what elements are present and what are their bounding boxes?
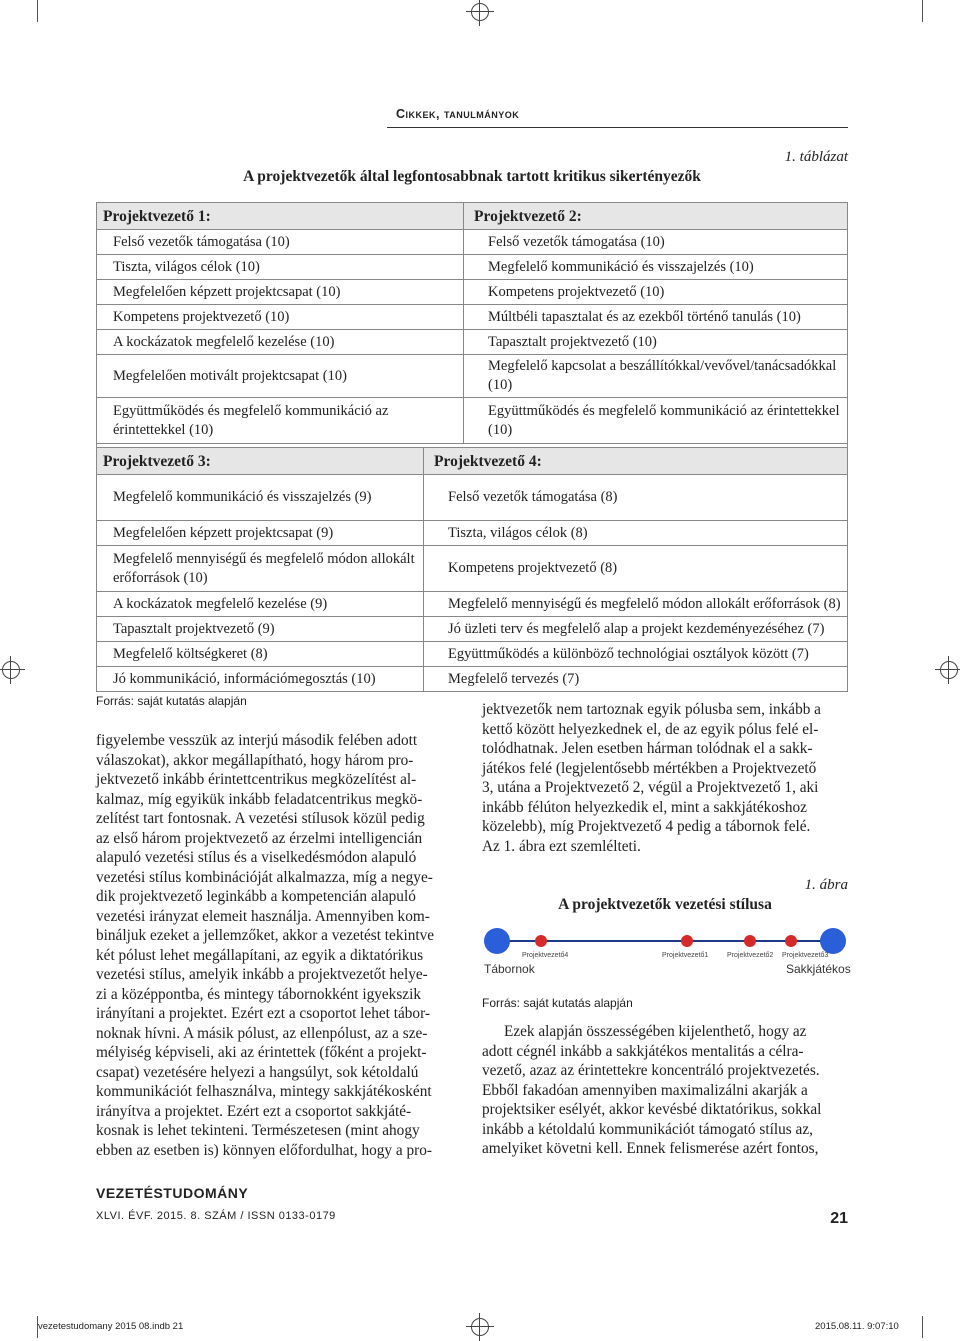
table-cell: Kompetens projektvezető (10): [97, 305, 464, 330]
table-cell: Tapasztalt projektvezető (10): [464, 330, 848, 355]
body-text-line: inkább félúton helyezkedik el, mint a sakkjátékoshoz: [482, 798, 807, 816]
table-row: [97, 617, 848, 642]
pv3-marker: [785, 935, 797, 947]
pv3-label: Projektvezető3: [782, 952, 829, 959]
crop-mark: [922, 0, 923, 22]
table-cell: Jó kommunikáció, információmegosztás (10): [97, 667, 424, 692]
body-text-line: alapuló vezetési stílus és a viselkedésmódon alapuló: [96, 849, 417, 866]
body-text-line: játékos felé (legjelentősebb mértékben a Projektvezető: [482, 759, 817, 777]
page-number: 21: [830, 1210, 848, 1227]
header-rule: [387, 127, 848, 128]
left-pole-label: Tábornok: [484, 962, 535, 976]
success-factors-table-2: [96, 447, 848, 692]
body-text-line: vezetési stílus, amelyik inkább a projektvezetőt helye-: [96, 966, 428, 983]
table-row: [97, 355, 848, 398]
right-column-text-top: [482, 700, 848, 856]
section-header: Cikkek, tanulmányok: [396, 107, 520, 121]
body-text-line: figyelembe vesszük az interjú második felében adott: [96, 732, 418, 749]
body-text-line: válaszokat), akkor megállapítható, hogy három pro-: [96, 751, 414, 769]
table-title: A projektvezetők által legfontosabbnak tartott kritikus sikertényezők: [243, 168, 701, 185]
issue-info: XLVI. ÉVF. 2015. 8. SZÁM / ISSN 0133-0179: [96, 1210, 336, 1222]
figure-source: Forrás: saját kutatás alapján: [482, 996, 633, 1010]
table-cell: Megfelelően képzett projektcsapat (9): [97, 521, 424, 546]
pv4-label: Projektvezető4: [522, 952, 569, 959]
table-cell: Megfelelően képzett projektcsapat (10): [97, 280, 464, 305]
body-text-line: inkább a kétoldalú kommunikációt támogató stílus az,: [482, 1120, 813, 1138]
table-cell: Kompetens projektvezető (8): [424, 546, 848, 592]
print-slug-file: vezetestudomany 2015 08.indb 21: [38, 1321, 184, 1332]
crop-mark: [37, 0, 38, 22]
body-text-line: Ebből fakadóan amennyiben maximalizálni akarják a: [482, 1081, 808, 1099]
body-text-line: mélyiség képviseli, aki az érintettek (főként a projekt-: [96, 1044, 427, 1061]
body-text-line: 3, utána a Projektvezető 2, végül a Projektvezető 1, aki: [482, 779, 819, 796]
success-factors-table-1: [96, 202, 848, 444]
table-spacer: [96, 425, 848, 447]
registration-mark-left: [2, 661, 20, 679]
table-cell: Együttműködés a különböző technológiai osztályok között (7): [424, 642, 848, 667]
body-text-line: kosnak is lehet tekinteni. Természetesen (mint ahogy: [96, 1122, 420, 1139]
body-text-line: kalmaz, míg egyikük inkább feladatcentrikus megkö-: [96, 790, 423, 808]
table-source: Forrás: saját kutatás alapján: [96, 694, 247, 708]
body-text-line: Az 1. ábra ezt szemlélteti.: [482, 837, 641, 855]
table-cell: Tiszta, világos célok (10): [97, 255, 464, 280]
body-text-line: noknak hívni. A másik pólust, az ellenpólust, az a sze-: [96, 1024, 428, 1042]
table-row: [97, 642, 848, 667]
registration-mark-bottom: [471, 1318, 489, 1336]
table-cell: Együttműködés és megfelelő kommunikáció az érintettekkel (10): [97, 398, 464, 444]
body-text-line: tolódhatnak. Jelen esetben hárman tolódnak el a sakk-: [482, 740, 813, 757]
table-cell: Felső vezetők támogatása (10): [464, 230, 848, 255]
table-cell: Megfelelő kommunikáció és visszajelzés (9): [97, 475, 424, 521]
figure-ref: 1. ábra: [804, 877, 848, 893]
table-cell: A kockázatok megfelelő kezelése (10): [97, 330, 464, 355]
table-cell: Megfelelő költségkeret (8): [97, 642, 424, 667]
table-ref: 1. táblázat: [784, 149, 848, 165]
body-text-line: jektvezető inkább érintettcentrikus megközelítést al-: [96, 771, 417, 788]
right-pole-label: Sakkjátékos: [786, 962, 851, 976]
table-header-cell: Projektvezető 4:: [424, 448, 848, 475]
table-cell: Megfelelően motivált projektcsapat (10): [97, 355, 464, 398]
table-cell: Jó üzleti terv és megfelelő alap a projekt kezdeményezéséhez (7): [424, 617, 848, 642]
right-column-text-bottom: [482, 1022, 848, 1159]
table-row: [97, 667, 848, 692]
registration-mark-top: [471, 3, 489, 21]
right-pole-marker: [820, 928, 846, 954]
body-text-line: vezetési stílus kombinációját alkalmazza, míg a negye-: [96, 868, 433, 886]
body-text-line: vezető, azaz az érintettekre koncentráló projektvezetés.: [482, 1062, 820, 1079]
body-text-line: kettő között helyezkednek el, de az egyik pólus felé el-: [482, 720, 819, 738]
pv4-marker: [535, 935, 547, 947]
pv1-marker: [681, 935, 693, 947]
table-header-cell: Projektvezető 1:: [97, 203, 464, 230]
leadership-style-figure: [482, 924, 851, 984]
table-cell: A kockázatok megfelelő kezelése (9): [97, 592, 424, 617]
body-text-line: irányítva a projektet. Ezért ezt a csoportot sakkjáté-: [96, 1102, 412, 1120]
table-cell: Kompetens projektvezető (10): [464, 280, 848, 305]
body-text-line: amelyiket követni kell. Ennek felismerése azért fontos,: [482, 1140, 819, 1157]
table-cell: Megfelelő tervezés (7): [424, 667, 848, 692]
body-text-line: ebben az esetben is) könnyen előfordulhat, hogy a pro-: [96, 1141, 432, 1159]
journal-name: VEZETÉSTUDOMÁNY: [96, 1185, 249, 1201]
body-text-line: zelítést tart fontosnak. A vezetési stílusok közül pedig: [96, 810, 425, 827]
body-text-line: jektvezetők nem tartoznak egyik pólusba sem, inkább a: [482, 701, 821, 718]
table-row: [97, 305, 848, 330]
table-row: [97, 255, 848, 280]
left-pole-marker: [484, 928, 510, 954]
body-text-line: két pólust lehet megállapítani, az egyik a diktatórikus: [96, 946, 424, 964]
body-text-line: zi a középpontba, és mintegy tábornokként igyekszik: [96, 985, 421, 1003]
figure-title: A projektvezetők vezetési stílusa: [558, 896, 772, 913]
pv1-label: Projektvezető1: [662, 952, 709, 959]
table-cell: Felső vezetők támogatása (10): [97, 230, 464, 255]
body-text-line: közelebb), míg Projektvezető 4 pedig a tábornok felé.: [482, 818, 811, 835]
crop-mark: [922, 1316, 923, 1338]
body-text-line: bináljuk ezeket a jellemzőket, akkor a vezetést tekintve: [96, 927, 435, 944]
table-header-row: [97, 448, 848, 475]
pv2-marker: [744, 935, 756, 947]
table-cell: Tiszta, világos célok (8): [424, 521, 848, 546]
table-header-cell: Projektvezető 3:: [97, 448, 424, 475]
body-text-line: csapat) vezetésére helyezi a hangsúlyt, sok kétoldalú: [96, 1063, 419, 1081]
table-header-row: [97, 203, 848, 230]
table-header-cell: Projektvezető 2:: [464, 203, 848, 230]
left-column-text: [96, 731, 461, 1160]
table-cell: Felső vezetők támogatása (8): [424, 475, 848, 521]
table-cell: Megfelelő mennyiségű és megfelelő módon allokált erőforrások (8): [424, 592, 848, 617]
body-text-line: irányítani a projektet. Ezért ezt a csoportot lehet tábor-: [96, 1005, 430, 1022]
pv2-label: Projektvezető2: [727, 952, 774, 959]
table-row: [97, 521, 848, 546]
table-row: [97, 230, 848, 255]
body-text-line: Ezek alapján összességében kijelenthető, hogy az: [504, 1023, 807, 1040]
table-row: [97, 546, 848, 592]
table-row: [97, 592, 848, 617]
body-text-line: az első három projektvezető az érzelmi intelligencián: [96, 829, 423, 847]
table-cell: Együttműködés és megfelelő kommunikáció az érintettekkel (10): [464, 398, 848, 444]
body-text-line: adott cégnél inkább a sakkjátékos mentalitás a célra-: [482, 1042, 804, 1060]
table-cell: Megfelelő kommunikáció és visszajelzés (10): [464, 255, 848, 280]
table-row: [97, 280, 848, 305]
table-cell: Megfelelő mennyiségű és megfelelő módon allokált erőforrások (10): [97, 546, 424, 592]
body-text-line: dik projektvezető leginkább a kompetencián alapuló: [96, 888, 416, 905]
table-row: [97, 475, 848, 521]
table-cell: Megfelelő kapcsolat a beszállítókkal/vevővel/tanácsadókkal (10): [464, 355, 848, 398]
table-cell: Múltbéli tapasztalat és az ezekből történő tanulás (10): [464, 305, 848, 330]
table-row: [97, 330, 848, 355]
table-cell: Tapasztalt projektvezető (9): [97, 617, 424, 642]
registration-mark-right: [940, 661, 958, 679]
body-text-line: projektsiker esélyét, akkor kevésbé diktatórikus, sokkal: [482, 1101, 822, 1118]
body-text-line: vezetési irányzat elemeit használja. Amennyiben kom-: [96, 907, 430, 925]
print-slug-time: 2015.08.11. 9:07:10: [815, 1321, 899, 1332]
body-text-line: kommunikációt felhasználva, mintegy sakkjátékosként: [96, 1083, 432, 1100]
